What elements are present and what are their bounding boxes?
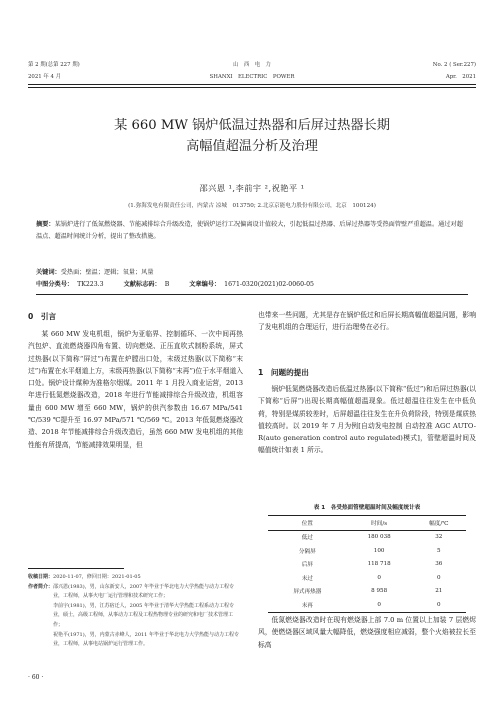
doc-code-label: 文献标志码： <box>123 281 161 288</box>
table-cell: 0 <box>377 601 381 608</box>
keywords <box>36 268 468 278</box>
table-cell: 100 <box>373 547 385 554</box>
section-0-body: 某 660 MW 发电机组，锅炉为亚临界、控制循环、一次中间再热汽包炉、直流燃烧器四角布置、切向燃烧、正压直吹式制粉系统，屏式过热器(以下简称“屏过”)布置在炉膛出口处，末级过热器(以下简称“末过”)布置在水平烟道上方，末级再热器(以下简称“末再”)位于水平烟道入口处。锅炉设计煤种为准格尔烟煤。2011 年 1 月投入商业运营，2013 年进行低氮燃烧器改造，2018 年进行节能减排综合升级改造，机组容量由 600 MW 增至 660 MW，锅炉的供汽参数由 16.67 MPa/541 ℃/539 ℃提升至 16.97 MPa/571 ℃/569 ℃。2013 年低氮燃烧器改造、2018 年节能减排综合升级改造后，虽然 660 MW 发电机组的其他性能有所提高，节能减排效果明显，但 <box>28 330 243 449</box>
table-cell: 118 718 <box>367 561 391 568</box>
article-title <box>40 115 464 157</box>
table-cell: 5 <box>437 547 441 554</box>
section-0-heading: 0 引言 <box>28 312 57 321</box>
table-row <box>268 571 466 585</box>
header-rule-thick <box>28 84 476 85</box>
footnote-rule <box>28 568 124 569</box>
table-cell: 32 <box>435 534 443 541</box>
journal-name-en: SHANXI ELECTRIC POWER <box>209 74 295 80</box>
table-cell: 180 038 <box>367 534 391 541</box>
bio-label: 作者简介： <box>28 583 54 590</box>
clc-value: TK223.3 <box>77 281 104 288</box>
table-cell: 屏式再热器 <box>293 589 322 596</box>
issue-line: 第 2 期(总第 227 期) <box>28 62 80 68</box>
abstract-rule <box>36 294 468 295</box>
keywords-label: 关键词： <box>36 269 61 276</box>
issue-month: Apr. 2021 <box>445 74 476 80</box>
table-cell: 21 <box>435 588 443 595</box>
author-bio-3: 祝艳平(1971)，男，内蒙古赤峰人，2011 年毕业于华北电力大学热能与动力工程专业，工程师，从事电站锅炉运行管理工作。 <box>53 631 239 648</box>
classification <box>36 280 468 290</box>
table-row <box>268 530 466 544</box>
authors: 邵兴恩 ¹,李前宇 ²,祝艳平 ¹ <box>199 183 305 193</box>
column-2-intro: 也带来一些问题，尤其是存在锅炉低过和后屏长期高幅值超温问题，影响了发电机组的合理运行，进行治理势在必行。 <box>258 311 476 332</box>
affiliation: (1.弥海发电有限责任公司，内蒙古 凉城 013750; 2.北京京能电力股份有限公司，北京 100124) <box>128 203 376 209</box>
article-number-value: 1671-0320(2021)02-0060-05 <box>224 281 314 288</box>
abstract <box>36 219 468 244</box>
data-table <box>268 515 466 613</box>
title-line-1: 某 660 MW 锅炉低温过热器和后屏过热器长期 <box>114 118 390 133</box>
column-2-tail: 低氮燃烧器改造时在现有燃烧器上部 7.0 m 位置以上加装 7 层燃烬风，使燃烧器区域风量大幅降低，燃烧强度相应减弱，整个火焰被拉长至标高 <box>258 616 476 649</box>
title-line-2: 高幅值超温分析及治理 <box>186 139 318 154</box>
footnote <box>28 573 243 650</box>
header-rule-thin <box>28 87 476 88</box>
page-number: · 60 · <box>28 674 44 681</box>
keywords-text: 受热面；壁温；逻辑；氧量；风量 <box>60 269 154 276</box>
table-header-cell: 时间/s <box>371 520 388 527</box>
table-cell: 末过 <box>301 575 313 582</box>
abstract-label: 摘要： <box>36 221 55 228</box>
table-row <box>268 598 466 612</box>
author-bio-1: 邵兴恩(1983)，男，山东新安人，2007 年毕业于华北电力大学热能与动力工程专业，工程师，从事火电厂运行管理和技术研究工作； <box>53 583 234 600</box>
section-1-body: 锅炉低氮燃烧器改造后低温过热器(以下简称“低过”)和后屏过热器(以下简称“后屏”)出现长期高幅值超温现象。低过超温往往发生在中低负荷，特别是煤质较差时，后屏超温往往发生在升负荷阶段，特别是煤质热值较高时。以 2019 年 7 月为例[自动发电控制 自动控准 AGC AUTO-R(auto generation control auto regulated)模式]，管壁超温时间及幅值统计如表 1 所示。 <box>258 385 476 455</box>
article-number-label: 文章编号： <box>189 281 221 288</box>
table-cell: 0 <box>437 574 441 581</box>
table-cell: 0 <box>437 601 441 608</box>
table-caption: 表 1 各受热面管壁超温时间及幅度统计表 <box>313 505 421 511</box>
table-header-row <box>268 516 466 531</box>
table-cell: 8 958 <box>371 588 388 595</box>
author-bio-2: 李前宇(1981)，男，江苏宿迁人，2005 年毕业于清华大学热能工程系动力工程专业，硕士，高级工程师，从事动力工程及工程热物理专业的研究和电厂技术管理工作； <box>53 602 234 628</box>
section-1-heading: 1 问题的提出 <box>258 368 309 377</box>
issue-number: No. 2 ( Ser.227) <box>432 62 476 68</box>
abstract-text: 某锅炉进行了低氮燃烧器、节能减排综合升级改造，使锅炉运行工况偏离设计值较大，引起低温过热器、后屏过热器等受热面管壁严重超温。通过对超温点、超温时间统计分析，提出了整改措施。 <box>36 221 463 241</box>
table-row <box>268 544 466 558</box>
date-line: 2021 年 4 月 <box>28 74 62 80</box>
table-header-cell: 位置 <box>301 520 313 527</box>
table-cell: 后屏 <box>301 562 313 569</box>
table-cell: 分隔屏 <box>298 548 316 555</box>
clc-label: 中图分类号： <box>36 281 74 288</box>
doc-code-value: B <box>164 281 170 288</box>
table-cell: 低过 <box>301 535 313 542</box>
table-row <box>268 585 466 599</box>
received-label: 收稿日期： <box>28 574 54 580</box>
table-cell: 末再 <box>301 602 313 609</box>
table-cell: 36 <box>435 561 443 568</box>
table-row <box>268 558 466 572</box>
table-header-cell: 幅度/℃ <box>429 520 449 527</box>
journal-name-cn: 山 西 电 力 <box>233 62 271 68</box>
table-cell: 0 <box>377 574 381 581</box>
received-dates: 2020-11-07，修回日期：2021-01-05 <box>53 574 141 580</box>
